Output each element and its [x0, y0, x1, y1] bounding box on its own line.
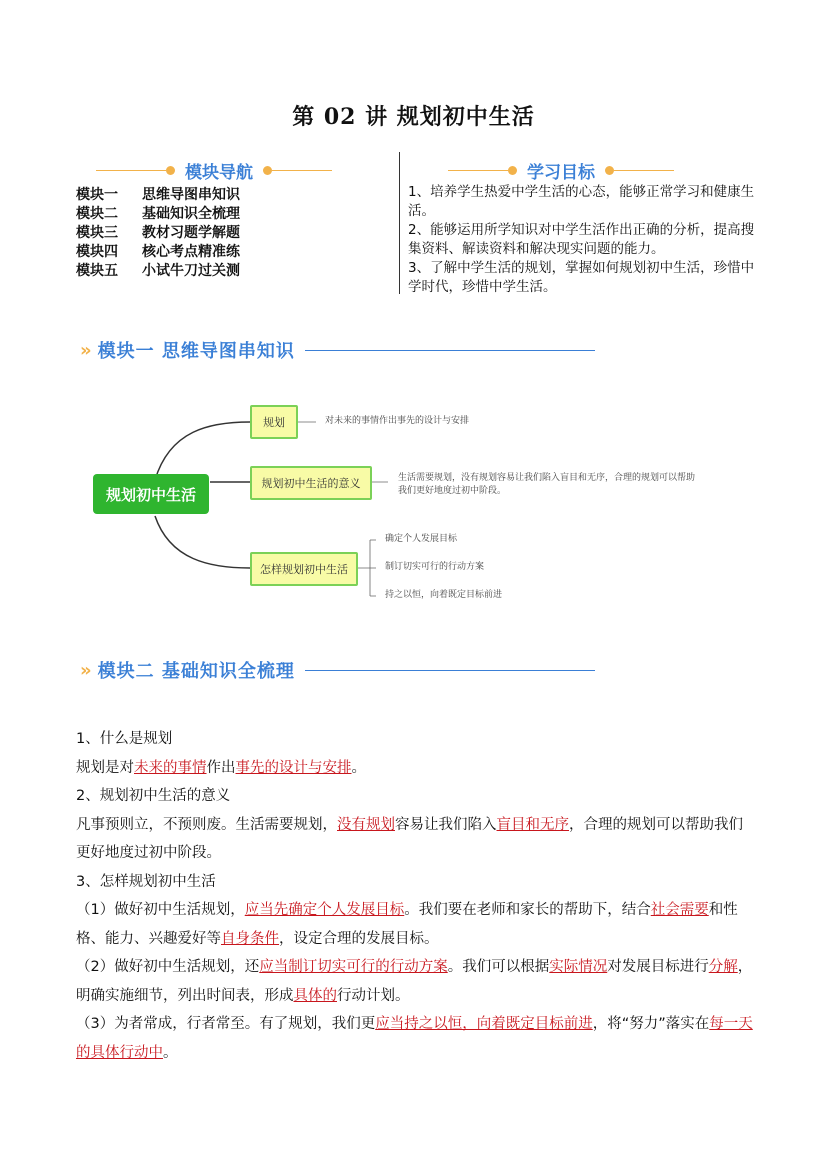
- key-term: 分解: [708, 959, 738, 975]
- module1-heading: 模块一 思维导图串知识: [97, 341, 295, 362]
- paragraph: （3）为者常成，行者常至。有了规划，我们更应当持之以恒，向着既定目标前进，将“努力”落实在每一天的具体行动中。: [76, 1016, 753, 1061]
- nav-heading: 模块导航: [185, 163, 253, 183]
- dot-icon: [605, 166, 614, 175]
- key-term: 自身条件: [221, 930, 279, 947]
- column-divider: [399, 152, 400, 294]
- module1-header: [80, 337, 595, 363]
- mindmap-sub: 确定个人发展目标: [385, 534, 458, 544]
- key-term: 每一天的具体行动中: [76, 1016, 753, 1061]
- double-chevron-icon: »: [80, 659, 92, 681]
- mindmap-sub: 制订切实可行的行动方案: [385, 562, 485, 572]
- dot-icon: [166, 166, 175, 175]
- section-title: 2、规划初中生活的意义: [76, 788, 231, 804]
- key-term: 实际情况: [549, 959, 608, 975]
- paragraph: （1）做好初中生活规划，应当先确定个人发展目标。我们要在老师和家长的帮助下，结合社会需要和性格、能力、兴趣爱好等自身条件，设定合理的发展目标。: [76, 902, 738, 947]
- goals-heading: 学习目标: [527, 163, 595, 183]
- paragraph: 规划是对未来的事情作出事先的设计与安排。: [76, 759, 366, 776]
- knowledge-content: [76, 725, 756, 1067]
- nav-item[interactable]: 模块五 小试牛刀过关测: [76, 263, 240, 279]
- mindmap-node-guihua: 规划: [250, 405, 298, 439]
- nav-header: [96, 158, 396, 183]
- section-title: 1、什么是规划: [76, 731, 173, 747]
- page-title: 第 02 讲 规划初中生活: [292, 104, 535, 130]
- mindmap-note: 对未来的事情作出事先的设计与安排: [325, 416, 470, 426]
- key-term: 未来的事情: [134, 759, 207, 776]
- mindmap-sub: 持之以恒，向着既定目标前进: [385, 590, 503, 600]
- nav-item[interactable]: 模块一 思维导图串知识: [76, 187, 240, 203]
- key-term: 盲目和无序: [496, 816, 569, 833]
- key-term: 事先的设计与安排: [235, 759, 352, 776]
- key-term: 应当制订切实可行的行动方案: [259, 959, 448, 975]
- nav-list: [76, 186, 240, 281]
- module2-header: [80, 657, 595, 683]
- double-chevron-icon: »: [80, 339, 92, 361]
- dot-icon: [508, 166, 517, 175]
- key-term: 应当先确定个人发展目标: [244, 902, 405, 918]
- paragraph: （2）做好初中生活规划，还应当制订切实可行的行动方案。我们可以根据实际情况对发展目标进行分解，明确实施细节，列出时间表，形成具体的行动计划。: [76, 959, 753, 1004]
- dot-icon: [263, 166, 272, 175]
- key-term: 应当持之以恒，向着既定目标前进: [375, 1016, 593, 1032]
- nav-item[interactable]: 模块二 基础知识全梳理: [76, 206, 240, 222]
- key-term: 没有规划: [337, 816, 395, 833]
- section-title: 3、怎样规划初中生活: [76, 873, 216, 890]
- goal-item: 2、能够运用所学知识对中学生活作出正确的分析，提高搜集资料、解读资料和解决现实问题的能力。: [408, 222, 755, 257]
- key-term: 具体的: [293, 987, 337, 1004]
- nav-item[interactable]: 模块三 教材习题学解题: [76, 225, 240, 241]
- key-term: 社会需要: [650, 902, 709, 918]
- module2-heading: 模块二 基础知识全梳理: [97, 661, 295, 682]
- goal-item: 3、了解中学生活的规划，掌握如何规划初中生活，珍惜中学时代，珍惜中学生活。: [408, 260, 755, 295]
- goals-header: [448, 158, 748, 183]
- goal-item: 1、培养学生热爱中学生活的心态，能够正常学习和健康生活。: [408, 184, 755, 219]
- mindmap-note: 生活需要规划，没有规划容易让我们陷入盲目和无序，合理的规划可以帮助我们更好地度过初中阶段。: [398, 473, 696, 496]
- mindmap-root: 规划初中生活: [93, 474, 209, 514]
- mindmap-node-how: 怎样规划初中生活: [250, 552, 358, 586]
- paragraph: 凡事预则立，不预则废。生活需要规划，没有规划容易让我们陷入盲目和无序，合理的规划可以帮助我们更好地度过初中阶段。: [76, 816, 743, 861]
- mindmap-node-meaning: 规划初中生活的意义: [250, 466, 372, 500]
- nav-item[interactable]: 模块四 核心考点精准练: [76, 244, 240, 260]
- goals-list: [408, 183, 758, 297]
